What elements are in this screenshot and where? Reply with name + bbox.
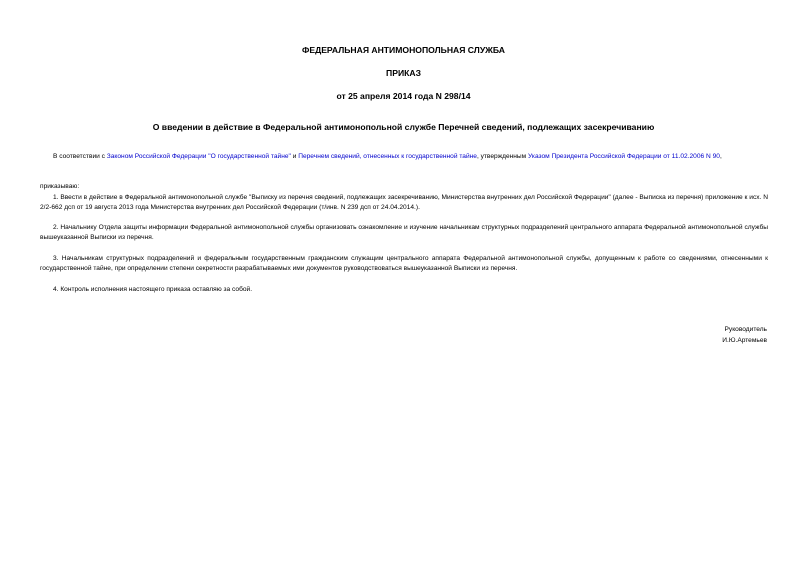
signatory-name: И.Ю.Артемьев [722,337,767,344]
command-text: приказываю: [40,183,80,190]
intro-text-1: В соответствии с [53,153,107,160]
order-item-1: 1. Ввести в действие в Федеральной антимонопольной службе "Выписку из перечня сведений, подлежащих засекречиванию, Министерства внутренних дел Российской Федерации" (далее - Выписка из перечня) приложение к исх. N 2/2-662 дсп от 19 августа 2013 года Министерства внутренних дел Российской Федерации (т/инв. N 239 дсп от 24.04.2014.). [40,194,768,211]
intro-paragraph [40,152,768,162]
agency-name: ФЕДЕРАЛЬНАЯ АНТИМОНОПОЛЬНАЯ СЛУЖБА [302,45,505,55]
link-presidential-decree[interactable]: Указом Президента Российской Федерации от 11.02.2006 N 90 [528,153,720,160]
intro-text-3: , утвержденным [476,153,529,160]
link-secret-list[interactable]: Перечнем сведений, отнесенных к государственной тайне [298,153,477,160]
order-item-2: 2. Начальнику Отдела защиты информации Федеральной антимонопольной службы организовать ознакомление и изучение начальникам структурных подразделений центрального аппарата Федеральной антимонопольной службы вышеуказанной Выписки из перечня. [40,224,768,241]
intro-text-4: , [719,153,722,160]
intro-text-2: и [290,153,299,160]
document-date-number: от 25 апреля 2014 года N 298/14 [336,91,471,101]
document-type: ПРИКАЗ [386,68,421,78]
document-subject: О введении в действие в Федеральной антимонопольной службе Перечней сведений, подлежащих засекречиванию [152,122,655,132]
order-item-3: 3. Начальникам структурных подразделений и федеральным государственным гражданским служащим центрального аппарата Федеральной антимонопольной службы, допущенным к работе со сведениями, отнесенными к государственной тайне, при определении степени секретности разрабатываемых ими документов руководствоваться вышеуказанной Выписки из перечня. [40,255,768,272]
order-item-4: 4. Контроль исполнения настоящего приказа оставляю за собой. [53,286,253,293]
signatory-title: Руководитель [724,326,767,333]
link-law-state-secret[interactable]: Законом Российской Федерации "О государственной тайне" [106,153,291,160]
